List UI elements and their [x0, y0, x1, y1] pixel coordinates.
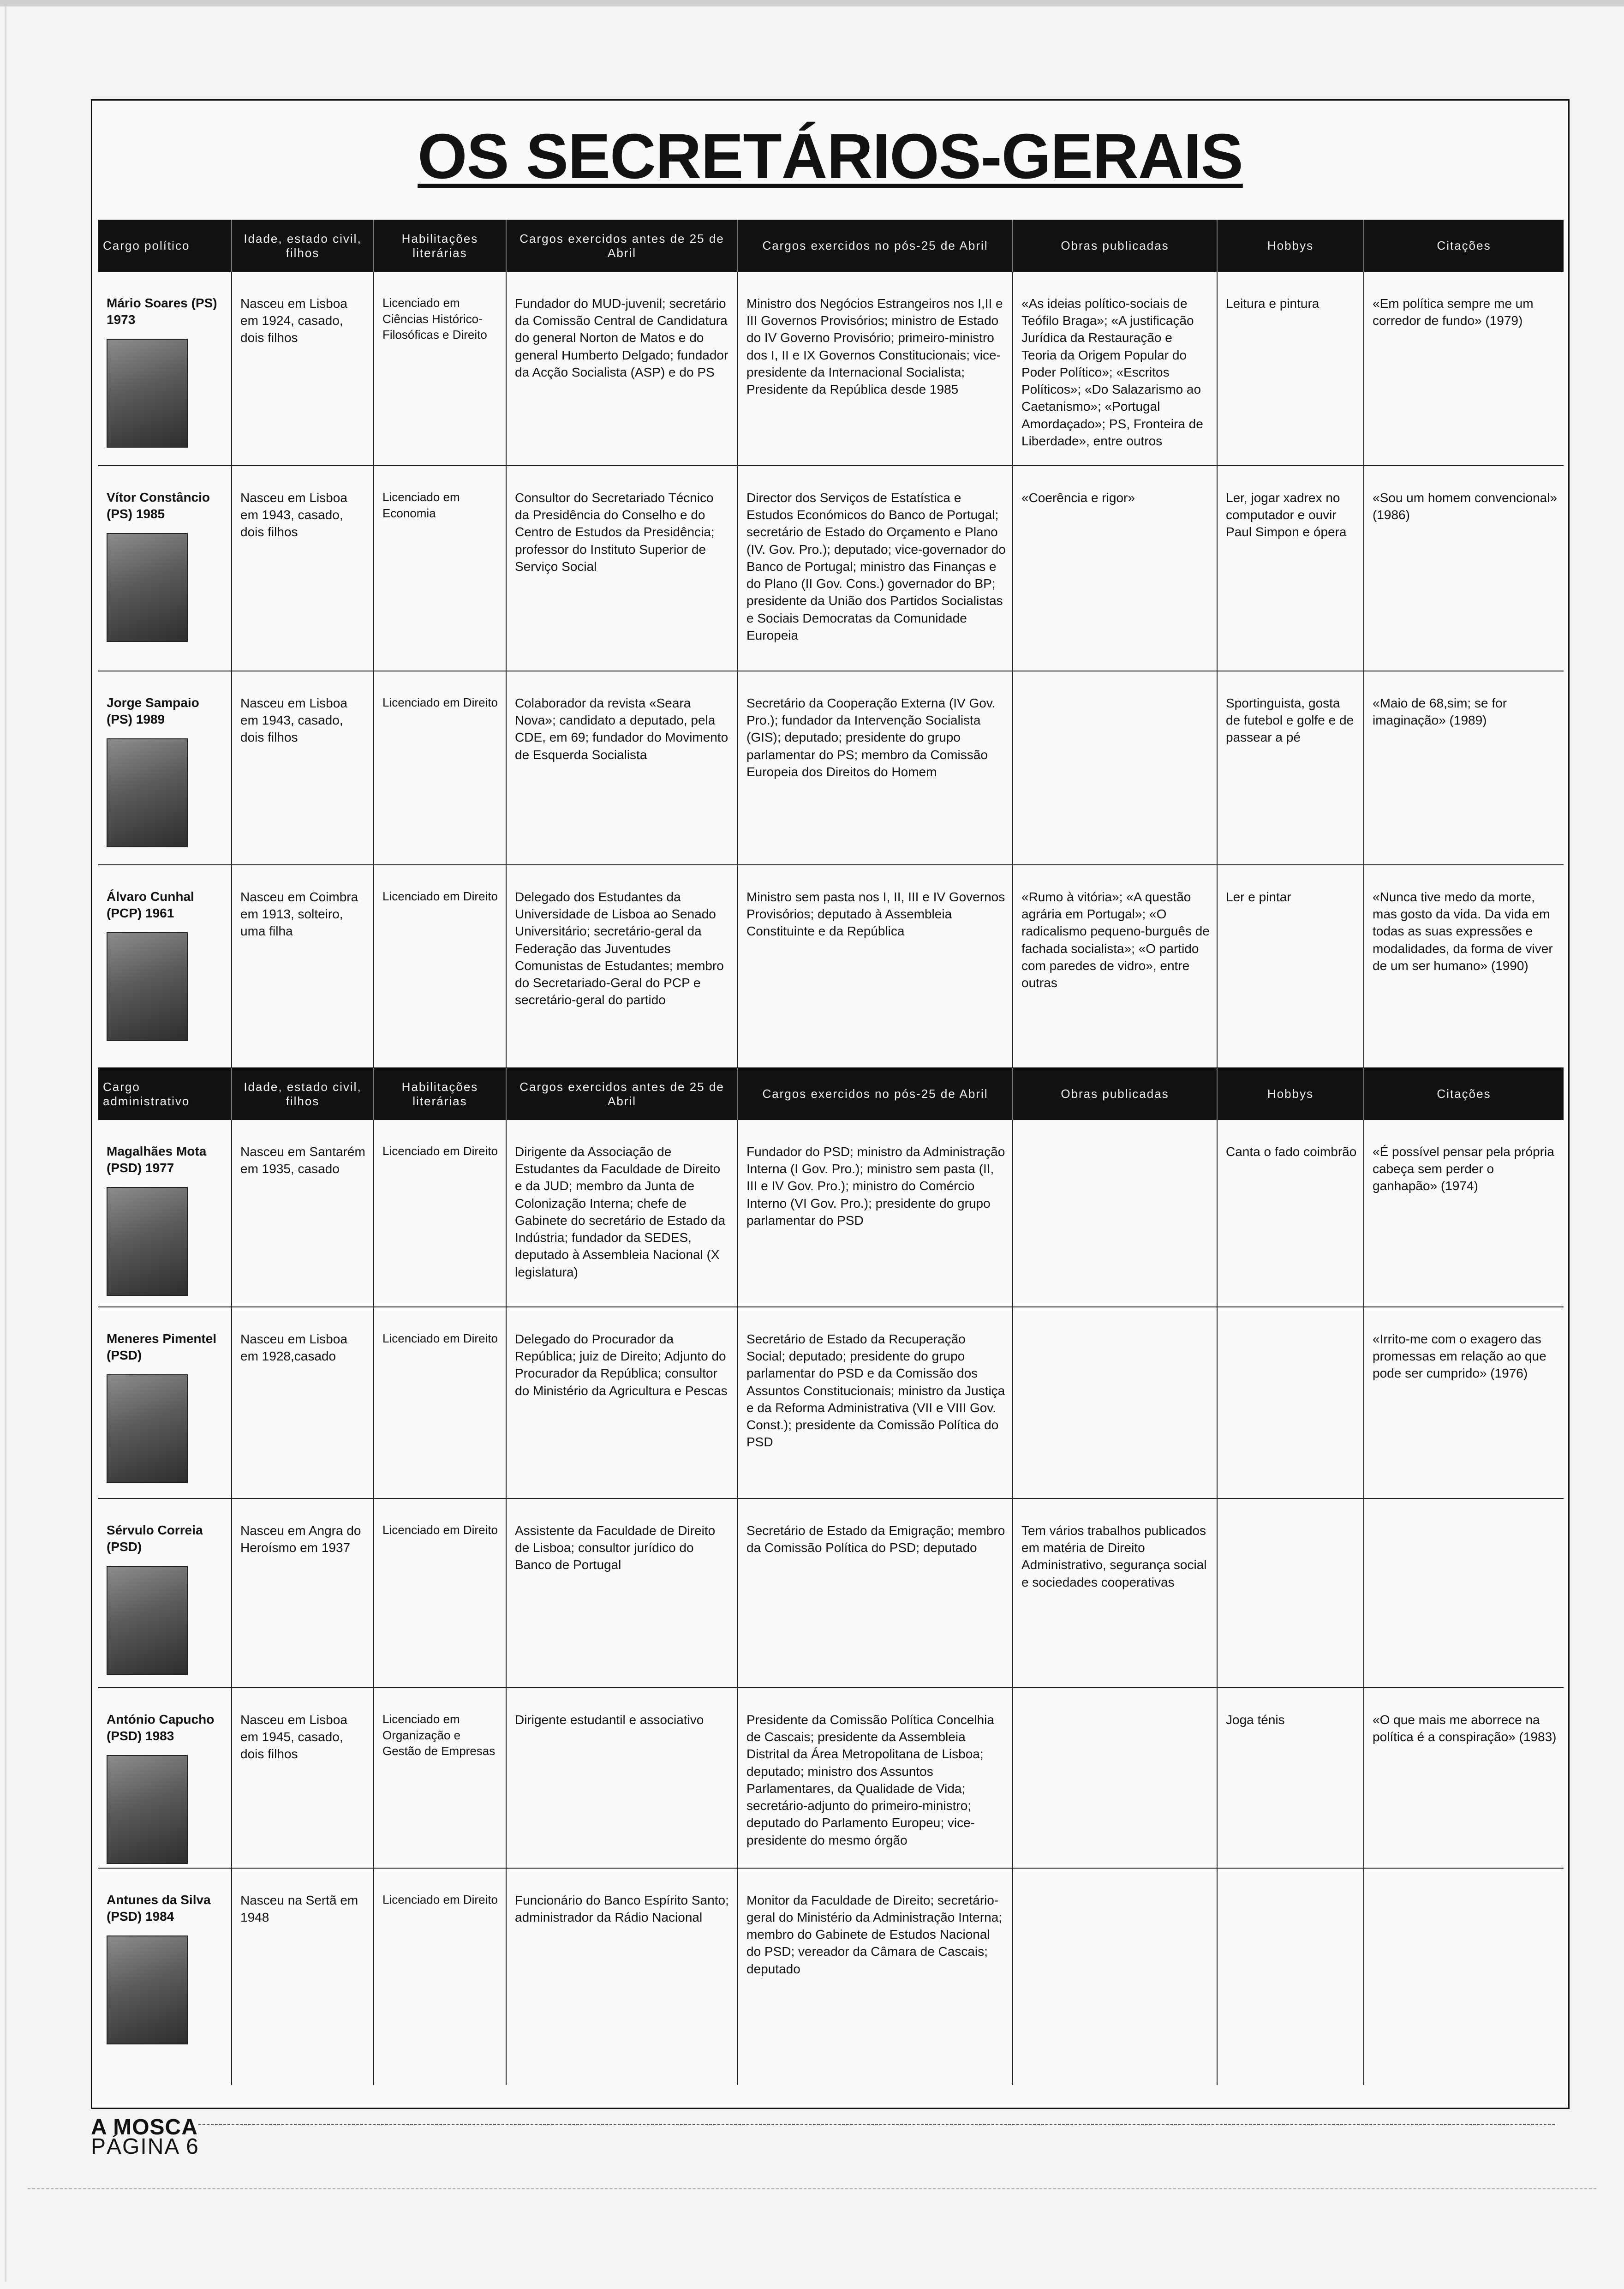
table-row	[98, 466, 1564, 671]
cell-obras: «Rumo à vitória»; «A questão agrária em Portugal»; «O radicalismo pequeno-burguês de fachada socialista»; «O partido com paredes de vidro», entre outras	[1013, 865, 1217, 1068]
article-frame	[91, 99, 1570, 2109]
scan-edge-left	[5, 6, 6, 2282]
person-name: Mário Soares (PS) 1973	[107, 296, 217, 327]
table-row	[98, 1688, 1564, 1868]
cell-hobbys	[1217, 1868, 1364, 2085]
cell-cargos-pos: Presidente da Comissão Política Concelhia de Cascais; presidente da Assembleia Distrital da Área Metropolitana de Lisboa; deputado; ministro dos Assuntos Parlamentares, da Qualidade de Vida; secretário-adjunto do primeiro-ministro; deputado do Parlamento Europeu; vice-presidente do mesmo órgão	[738, 1688, 1013, 1868]
cell-name	[98, 1868, 232, 2085]
cell-cargos-antes: Fundador do MUD-juvenil; secretário da Comissão Central de Candidatura do general Norton de Matos e do general Humberto Delgado; fundador da Acção Socialista (ASP) e do PS	[506, 272, 738, 466]
cell-habilitacoes: Licenciado em Ciências Histórico-Filosóficas e Direito	[374, 272, 506, 466]
header-habilitacoes: Habilitações literárias	[374, 1068, 506, 1120]
portrait-photo	[107, 1935, 188, 2044]
table-row	[98, 1498, 1564, 1688]
portrait-photo	[107, 1187, 188, 1296]
header-idade: Idade, estado civil, filhos	[232, 220, 374, 272]
cell-hobbys: Leitura e pintura	[1217, 272, 1364, 466]
header-cargos-pos: Cargos exercidos no pós-25 de Abril	[738, 1068, 1013, 1120]
administrative-header-row	[98, 1068, 1564, 1120]
header-cargos-antes: Cargos exercidos antes de 25 de Abril	[506, 1068, 738, 1120]
header-obras: Obras publicadas	[1013, 220, 1217, 272]
cell-name	[98, 671, 232, 865]
portrait-photo	[107, 738, 188, 847]
cell-citacoes: «É possível pensar pela própria cabeça sem perder o ganhapão» (1974)	[1364, 1120, 1564, 1307]
cell-obras: «As ideias político-sociais de Teófilo Braga»; «A justificação Jurídica da Restauração e Teoria da Origem Popular do Poder Político»; «Escritos Políticos»; «Do Salazarismo ao Caetanismo»; «Portugal Amordaçado»; PS, Fronteira de Liberdade», entre outros	[1013, 272, 1217, 466]
cell-obras	[1013, 1688, 1217, 1868]
cell-habilitacoes: Licenciado em Direito	[374, 1307, 506, 1498]
page-title: OS SECRETÁRIOS-GERAIS	[418, 121, 1243, 192]
political-header-row	[98, 220, 1564, 272]
portrait-photo	[107, 932, 188, 1041]
cell-name	[98, 1120, 232, 1307]
cell-name	[98, 1498, 232, 1688]
cell-obras	[1013, 1307, 1217, 1498]
cell-cargos-pos: Secretário de Estado da Emigração; membro da Comissão Política do PSD; deputado	[738, 1498, 1013, 1688]
cell-citacoes: «Irrito-me com o exagero das promessas em relação ao que pode ser cumprido» (1976)	[1364, 1307, 1564, 1498]
cell-obras	[1013, 1120, 1217, 1307]
person-name: Vítor Constâncio (PS) 1985	[107, 490, 210, 521]
header-cargos-pos: Cargos exercidos no pós-25 de Abril	[738, 220, 1013, 272]
header-hobbys: Hobbys	[1217, 220, 1364, 272]
cell-citacoes: «O que mais me aborrece na política é a conspiração» (1983)	[1364, 1688, 1564, 1868]
person-name: António Capucho (PSD) 1983	[107, 1712, 215, 1744]
cell-obras	[1013, 1868, 1217, 2085]
cell-cargos-antes: Delegado do Procurador da República; juiz de Direito; Adjunto do Procurador da República; consultor do Ministério da Agricultura e Pescas	[506, 1307, 738, 1498]
cell-idade: Nasceu em Lisboa em 1928,casado	[232, 1307, 374, 1498]
header-citacoes: Citações	[1364, 1068, 1564, 1120]
cell-citacoes	[1364, 1868, 1564, 2085]
cell-citacoes	[1364, 1498, 1564, 1688]
person-name: Magalhães Mota (PSD) 1977	[107, 1144, 207, 1175]
cell-hobbys	[1217, 1498, 1364, 1688]
cell-idade: Nasceu em Lisboa em 1943, casado, dois filhos	[232, 466, 374, 671]
cell-habilitacoes: Licenciado em Economia	[374, 466, 506, 671]
cell-habilitacoes: Licenciado em Direito	[374, 1498, 506, 1688]
cell-name	[98, 466, 232, 671]
cell-cargos-antes: Dirigente da Associação de Estudantes da Faculdade de Direito e da JUD; membro da Junta de Colonização Interna; chefe de Gabinete do secretário de Estado da Indústria; fundador da SEDES, deputado à Assembleia Nacional (X legislatura)	[506, 1120, 738, 1307]
table-row	[98, 272, 1564, 466]
cell-habilitacoes: Licenciado em Organização e Gestão de Empresas	[374, 1688, 506, 1868]
cell-cargos-antes: Delegado dos Estudantes da Universidade de Lisboa ao Senado Universitário; secretário-geral da Federação das Juventudes Comunistas de Estudantes; membro do Secretariado-Geral do PCP e secretário-geral do partido	[506, 865, 738, 1068]
cell-cargos-antes: Colaborador da revista «Seara Nova»; candidato a deputado, pela CDE, em 69; fundador do Movimento de Esquerda Socialista	[506, 671, 738, 865]
cell-name	[98, 1688, 232, 1868]
cell-idade: Nasceu em Lisboa em 1943, casado, dois filhos	[232, 671, 374, 865]
portrait-photo	[107, 1755, 188, 1864]
cell-hobbys: Ler e pintar	[1217, 865, 1364, 1068]
portrait-photo	[107, 339, 188, 448]
political-table	[98, 220, 1564, 1068]
cell-idade: Nasceu em Santarém em 1935, casado	[232, 1120, 374, 1307]
bottom-divider	[28, 2188, 1596, 2189]
cell-name	[98, 272, 232, 466]
footer-divider	[198, 2124, 1555, 2125]
cell-cargos-pos: Secretário da Cooperação Externa (IV Gov. Pro.); fundador da Intervenção Socialista (GIS); deputado; presidente do grupo parlamentar do PS; membro da Comissão Europeia dos Direitos do Homem	[738, 671, 1013, 865]
cell-habilitacoes: Licenciado em Direito	[374, 671, 506, 865]
cell-idade: Nasceu na Sertã em 1948	[232, 1868, 374, 2085]
publication-name: A MOSCA	[91, 2115, 198, 2139]
cell-citacoes: «Maio de 68,sim; se for imaginação» (1989)	[1364, 671, 1564, 865]
cell-hobbys: Canta o fado coimbrão	[1217, 1120, 1364, 1307]
scan-edge-top	[0, 0, 1624, 6]
header-cargo-administrativo: Cargo administrativo	[98, 1068, 232, 1120]
cell-idade: Nasceu em Coimbra em 1913, solteiro, uma filha	[232, 865, 374, 1068]
cell-cargos-antes: Consultor do Secretariado Técnico da Presidência do Conselho e do Centro de Estudos da Presidência; professor do Instituto Superior de Serviço Social	[506, 466, 738, 671]
cell-cargos-pos: Monitor da Faculdade de Direito; secretário-geral do Ministério da Administração Interna; membro do Gabinete de Estudos Nacional do PSD; vereador da Câmara de Cascais; deputado	[738, 1868, 1013, 2085]
cell-idade: Nasceu em Lisboa em 1924, casado, dois filhos	[232, 272, 374, 466]
cell-cargos-pos: Director dos Serviços de Estatística e Estudos Económicos do Banco de Portugal; secretário de Estado do Orçamento e Plano (IV. Gov. Pro.); deputado; vice-governador do Banco de Portugal; ministro das Finanças e do Plano (II Gov. Cons.) governador do BP; presidente da União dos Partidos Socialistas e Sociais Democratas da Comunidade Europeia	[738, 466, 1013, 671]
header-citacoes: Citações	[1364, 220, 1564, 272]
cell-cargos-pos: Fundador do PSD; ministro da Administração Interna (I Gov. Pro.); ministro sem pasta (II, III e IV Gov. Pro.); ministro do Comércio Interno (VI Gov. Pro.); presidente do grupo parlamentar do PSD	[738, 1120, 1013, 1307]
header-obras: Obras publicadas	[1013, 1068, 1217, 1120]
table-row	[98, 865, 1564, 1068]
cell-name	[98, 1307, 232, 1498]
portrait-photo	[107, 533, 188, 642]
person-name: Meneres Pimentel (PSD)	[107, 1331, 217, 1363]
cell-hobbys: Joga ténis	[1217, 1688, 1364, 1868]
cell-idade: Nasceu em Lisboa em 1945, casado, dois filhos	[232, 1688, 374, 1868]
cell-habilitacoes: Licenciado em Direito	[374, 865, 506, 1068]
table-row	[98, 1120, 1564, 1307]
cell-cargos-pos: Secretário de Estado da Recuperação Social; deputado; presidente do grupo parlamentar do PSD e da Comissão dos Assuntos Constitucionais; ministro da Justiça e da Reforma Administrativa (VII e VIII Gov. Const.); presidente da Comissão Política do PSD	[738, 1307, 1013, 1498]
cell-hobbys: Ler, jogar xadrex no computador e ouvir Paul Simpon e ópera	[1217, 466, 1364, 671]
cell-obras: «Coerência e rigor»	[1013, 466, 1217, 671]
cell-name	[98, 865, 232, 1068]
cell-habilitacoes: Licenciado em Direito	[374, 1868, 506, 2085]
cell-cargos-antes: Assistente da Faculdade de Direito de Lisboa; consultor jurídico do Banco de Portugal	[506, 1498, 738, 1688]
header-hobbys: Hobbys	[1217, 1068, 1364, 1120]
person-name: Sérvulo Correia (PSD)	[107, 1523, 203, 1554]
header-habilitacoes: Habilitações literárias	[374, 220, 506, 272]
cell-citacoes: «Em política sempre me um corredor de fundo» (1979)	[1364, 272, 1564, 466]
cell-obras	[1013, 671, 1217, 865]
cell-obras: Tem vários trabalhos publicados em matéria de Direito Administrativo, segurança social e sociedades cooperativas	[1013, 1498, 1217, 1688]
cell-citacoes: «Sou um homem convencional» (1986)	[1364, 466, 1564, 671]
header-idade: Idade, estado civil, filhos	[232, 1068, 374, 1120]
cell-cargos-antes: Dirigente estudantil e associativo	[506, 1688, 738, 1868]
table-row	[98, 1868, 1564, 2085]
page-number: PÁGINA 6	[91, 2134, 199, 2159]
cell-citacoes: «Nunca tive medo da morte, mas gosto da vida. Da vida em todas as suas expressões e modalidades, da forma de viver de um ser humano» (1990)	[1364, 865, 1564, 1068]
cell-hobbys	[1217, 1307, 1364, 1498]
table-row	[98, 1307, 1564, 1498]
cell-cargos-pos: Ministro dos Negócios Estrangeiros nos I,II e III Governos Provisórios; ministro de Estado do IV Governo Provisório; primeiro-ministro dos I, II e IX Governos Constitucionais; vice-presidente da Internacional Socialista; Presidente da República desde 1985	[738, 272, 1013, 466]
cell-cargos-pos: Ministro sem pasta nos I, II, III e IV Governos Provisórios; deputado à Assembleia Constituinte e da República	[738, 865, 1013, 1068]
cell-habilitacoes: Licenciado em Direito	[374, 1120, 506, 1307]
person-name: Álvaro Cunhal (PCP) 1961	[107, 889, 194, 921]
portrait-photo	[107, 1566, 188, 1675]
cell-idade: Nasceu em Angra do Heroísmo em 1937	[232, 1498, 374, 1688]
administrative-table	[98, 1068, 1564, 2085]
header-cargos-antes: Cargos exercidos antes de 25 de Abril	[506, 220, 738, 272]
table-row	[98, 671, 1564, 865]
portrait-photo	[107, 1374, 188, 1483]
person-name: Antunes da Silva (PSD) 1984	[107, 1892, 211, 1924]
person-name: Jorge Sampaio (PS) 1989	[107, 695, 199, 727]
cell-hobbys: Sportinguista, gosta de futebol e golfe e de passear a pé	[1217, 671, 1364, 865]
cell-cargos-antes: Funcionário do Banco Espírito Santo; administrador da Rádio Nacional	[506, 1868, 738, 2085]
header-cargo-politico: Cargo político	[98, 220, 232, 272]
